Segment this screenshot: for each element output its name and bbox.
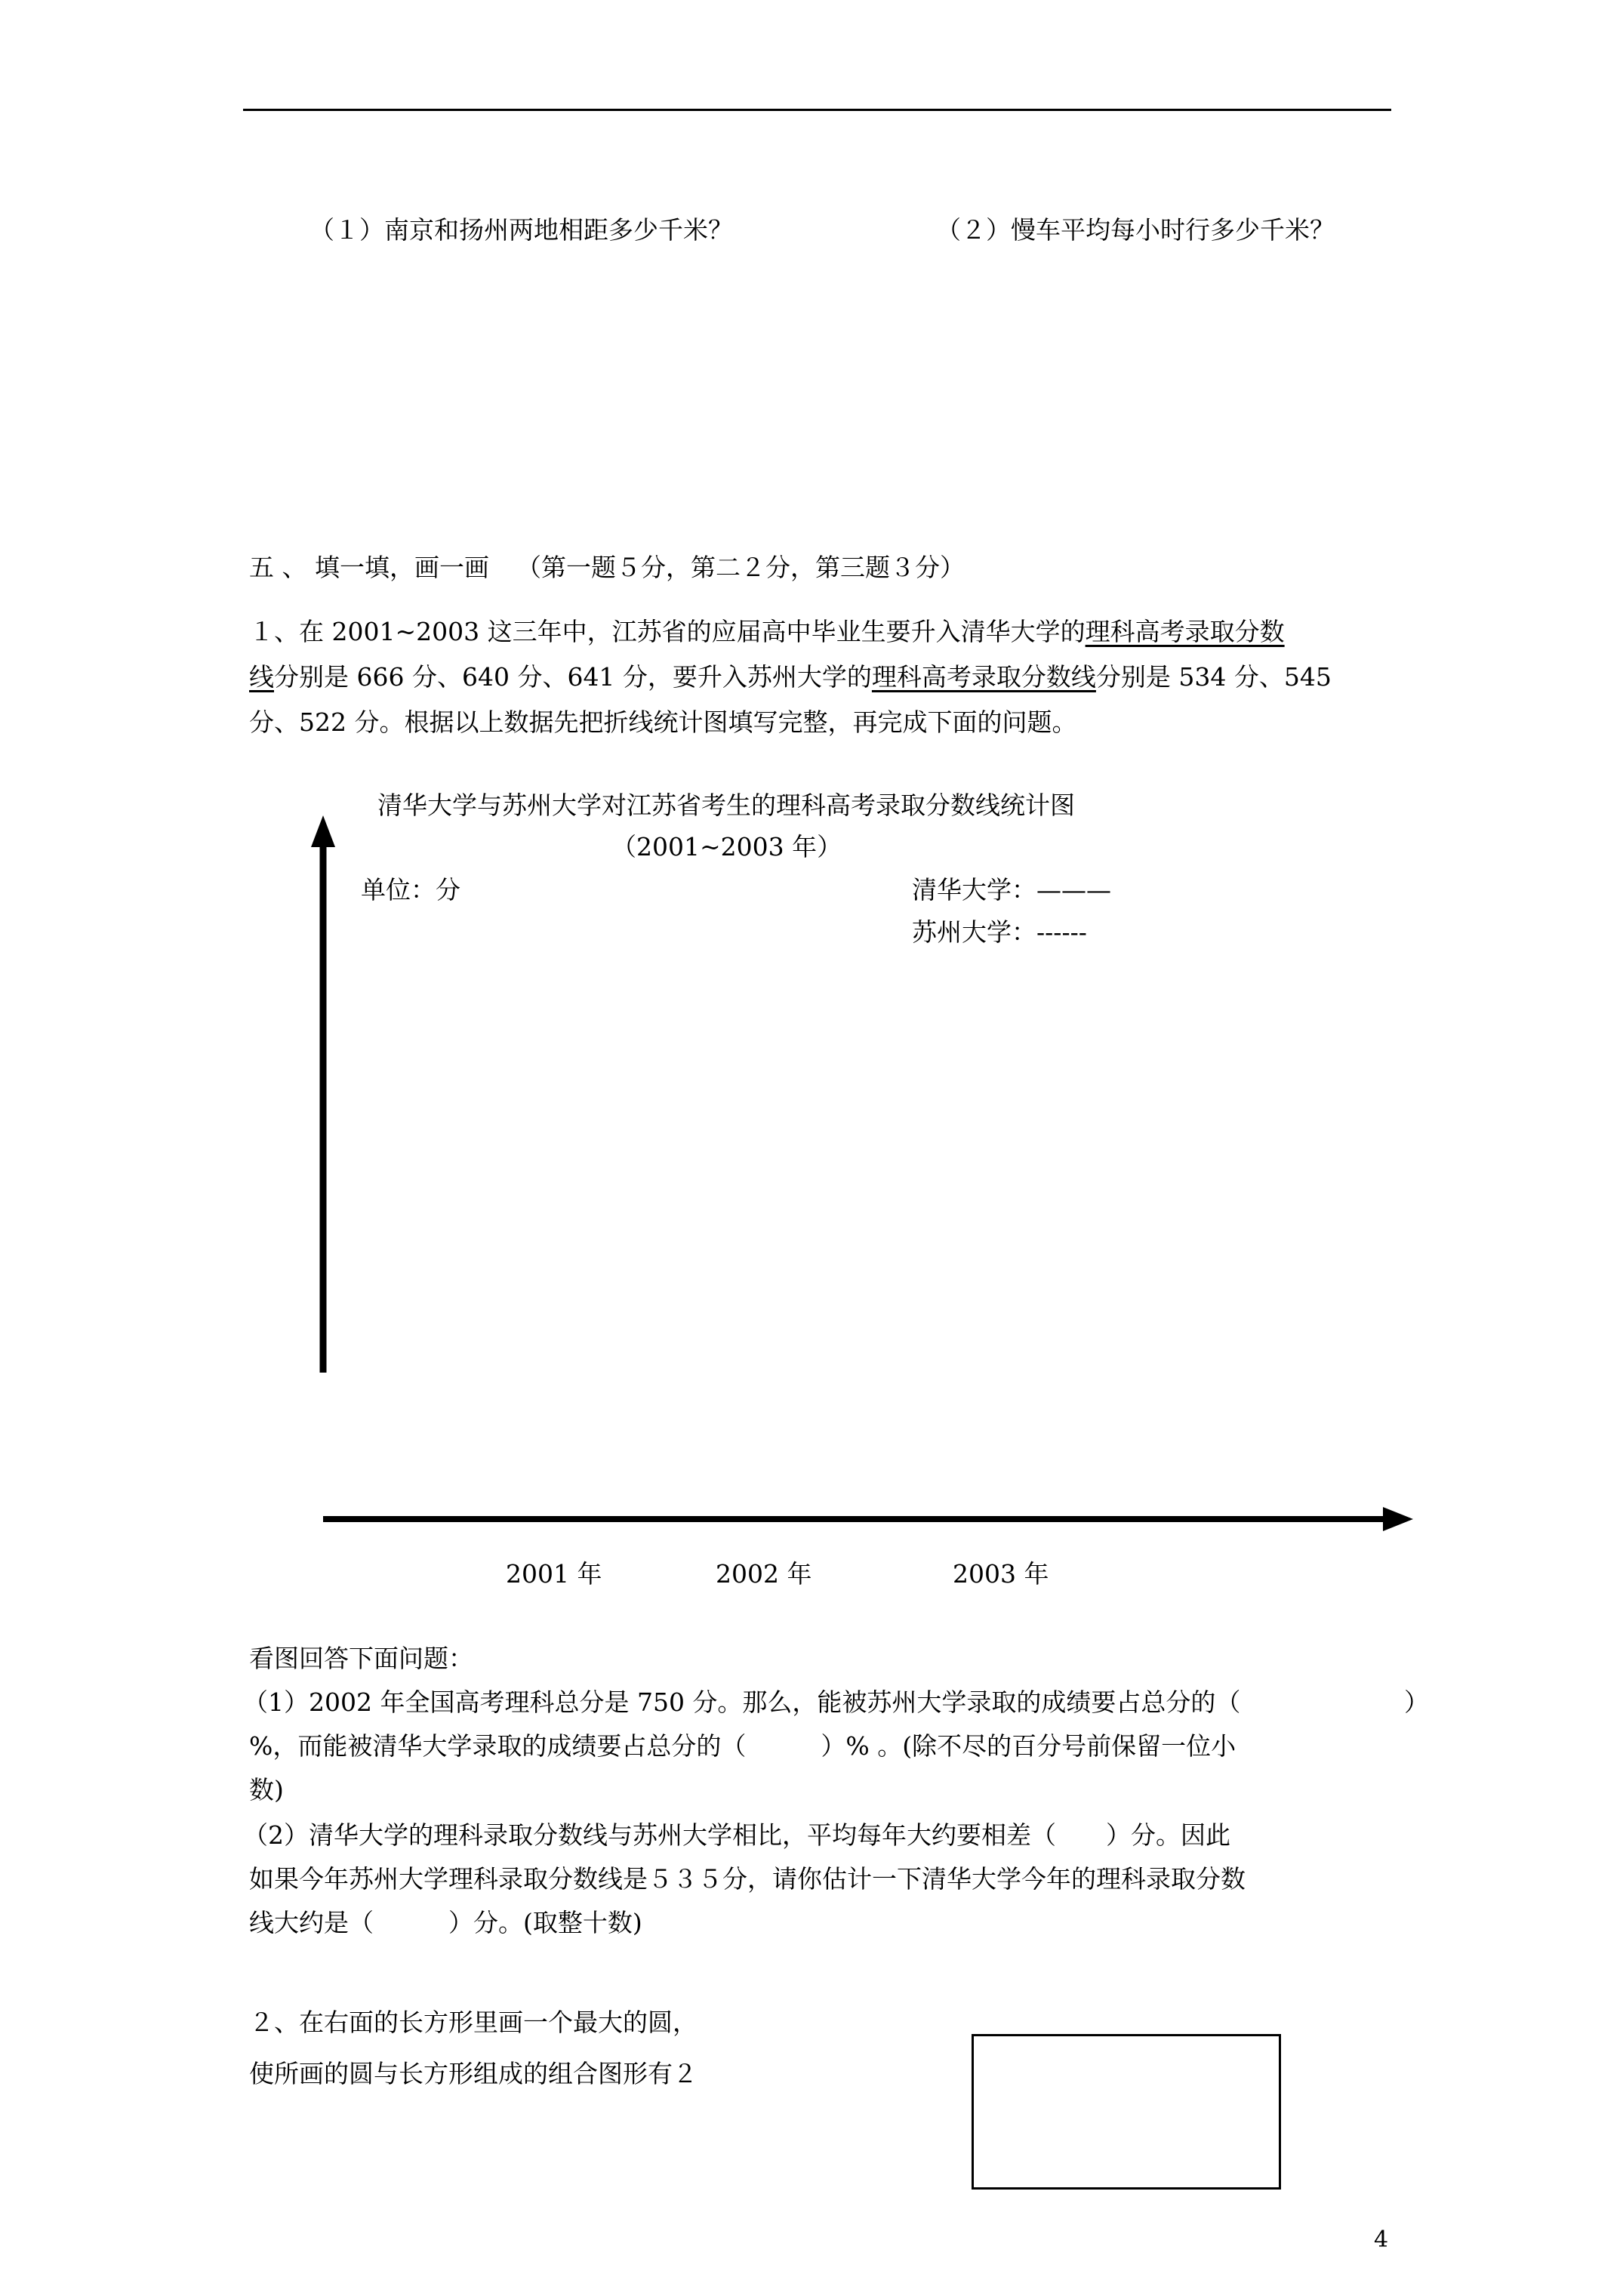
problem-1-text: 分别是 534 分、545 [1095,662,1332,692]
chart-unit-label: 单位：分 [361,875,460,905]
section-title: 五 、 填一填，画一画 [249,553,489,582]
underlined-term: 理科高考录取分数 [1085,617,1285,646]
underlined-term: 线 [249,662,274,692]
x-tick-2001: 2001 年 [506,1559,602,1589]
question-a-line-2: %，而能被清华大学录取的成绩要占总分的（ ）% 。(除不尽的百分号前保留一位小 [249,1731,1236,1761]
page-number: 4 [1374,2227,1389,2253]
question-b-line-1: （2）清华大学的理科录取分数线与苏州大学相比，平均每年大约要相差（ ）分。因此 [243,1820,1230,1850]
x-axis-arrowhead [1383,1507,1413,1531]
underlined-term: 理科高考录取分数线 [871,662,1096,692]
problem-2-line-1: ２、在右面的长方形里画一个最大的圆， [249,2008,698,2037]
problem-1-text: １、在 2001~2003 这三年中，江苏省的应届高中毕业生要升入清华大学的 [249,617,1086,646]
question-a-line-1-end: ） [1404,1687,1429,1717]
drawing-rectangle[interactable] [972,2034,1281,2190]
chart-subtitle: （2001~2003 年） [611,832,842,861]
y-axis-arrowhead [311,815,335,847]
legend-name: 清华大学： [912,875,1036,905]
chart-title: 清华大学与苏州大学对江苏省考生的理科高考录取分数线统计图 [377,791,1075,820]
question-2-label: （２）慢车平均每小时行多少千米？ [936,215,1335,245]
problem-1-line-3: 分、522 分。根据以上数据先把折线统计图填写完整，再完成下面的问题。 [249,707,1077,737]
legend-line-solid: ——— [1036,875,1111,905]
question-b-line-2: 如果今年苏州大学理科录取分数线是５３５分，请你估计一下清华大学今年的理科录取分数 [249,1864,1246,1894]
section-scoring: （第一题５分，第二２分，第三题３分） [516,553,965,582]
problem-2-line-2: 使所画的圆与长方形组成的组合图形有２ [249,2059,698,2088]
question-a-line-3: 数) [249,1775,284,1804]
x-tick-2002: 2002 年 [716,1559,812,1589]
questions-heading: 看图回答下面问题： [249,1644,473,1673]
question-1-label: （１）南京和扬州两地相距多少千米？ [310,215,733,245]
legend-name: 苏州大学： [912,917,1036,947]
question-a-line-1: （1）2002 年全国高考理科总分是 750 分。那么，能被苏州大学录取的成绩要占总分的（ [243,1687,1241,1717]
x-tick-2003: 2003 年 [953,1559,1049,1589]
problem-1-text: 分别是 666 分、640 分、641 分，要升入苏州大学的 [274,662,872,692]
legend-line-dashed: ------ [1036,917,1087,947]
question-b-line-3: 线大约是（ ）分。(取整十数) [249,1908,642,1937]
